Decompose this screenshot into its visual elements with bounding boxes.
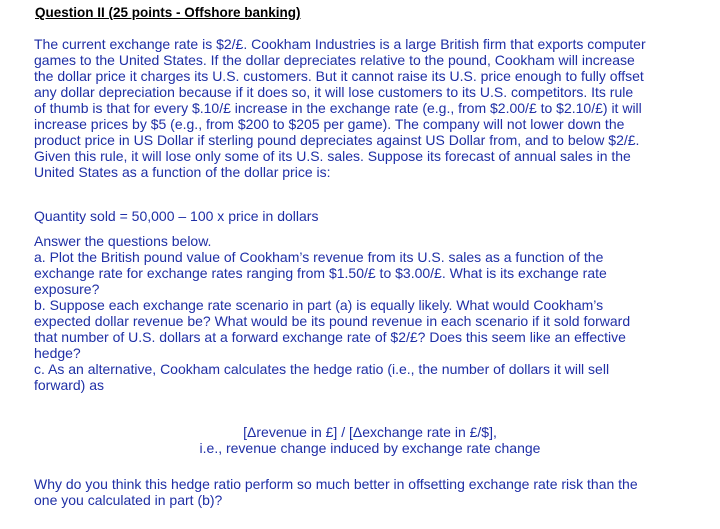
text-line: games to the United States. If the dollar depreciates relative to the pound, Cookham will increase xyxy=(34,52,635,68)
text-line: a. Plot the British pound value of Cookham’s revenue from its U.S. sales as a function of the xyxy=(34,249,604,265)
text-line: any dollar depreciation because if it does so, it will lose customers to its U.S. competitors. Its rule xyxy=(34,84,634,100)
text-line: that number of U.S. dollars at a forward exchange rate of $2/£? Does this seem like an effective xyxy=(34,329,626,345)
problem-statement xyxy=(34,36,706,180)
text-line: exchange rate for exchange rates ranging from $1.50/£ to $3.00/£. What is its exchange rate xyxy=(34,265,607,281)
closing-question xyxy=(34,476,706,508)
text-line: of thumb is that for every $.10/£ increase in the exchange rate (e.g., from $2.00/£ to $2.10/£) it will xyxy=(34,100,642,116)
text-line: increase prices by $5 (e.g., from $200 to $205 per game). The company will not lower down the xyxy=(34,116,625,132)
text-line: Why do you think this hedge ratio perform so much better in offsetting exchange rate risk than the xyxy=(34,476,638,492)
text-line: Answer the questions below. xyxy=(34,233,212,249)
text-line: Given this rule, it will lose only some of its U.S. sales. Suppose its forecast of annual sales in the xyxy=(34,148,631,164)
quantity-formula xyxy=(34,208,706,224)
formula-line: i.e., revenue change induced by exchange rate change xyxy=(199,440,541,456)
text-line: one you calculated in part (b)? xyxy=(34,492,223,508)
text-line: c. As an alternative, Cookham calculates the hedge ratio (i.e., the number of dollars it will sell xyxy=(34,361,610,377)
text-line: expected dollar revenue be? What would be its pound revenue in each scenario if it sold forward xyxy=(34,313,631,329)
question-title: Question II (25 points - Offshore banking) xyxy=(35,5,301,20)
text-line: exposure? xyxy=(34,281,100,297)
text-line: The current exchange rate is $2/£. Cookham Industries is a large British firm that exports computer xyxy=(34,36,646,52)
text-line: United States as a function of the dollar price is: xyxy=(34,164,331,180)
text-line: b. Suppose each exchange rate scenario in part (a) is equally likely. What would Cookham’s xyxy=(34,297,604,313)
hedge-ratio-formula xyxy=(34,424,706,456)
question-list xyxy=(34,233,706,393)
text-line: forward) as xyxy=(34,377,105,393)
formula-line: [Δrevenue in £] / [Δexchange rate in £/$], xyxy=(243,424,497,440)
formula-line: Quantity sold = 50,000 – 100 x price in dollars xyxy=(34,208,319,224)
text-line: the dollar price it charges its U.S. customers. But it cannot raise its U.S. price enough to fully offset xyxy=(34,68,644,84)
text-line: product price in US Dollar if sterling pound depreciates against US Dollar from, and to below $2/£. xyxy=(34,132,640,148)
text-line: hedge? xyxy=(34,345,81,361)
